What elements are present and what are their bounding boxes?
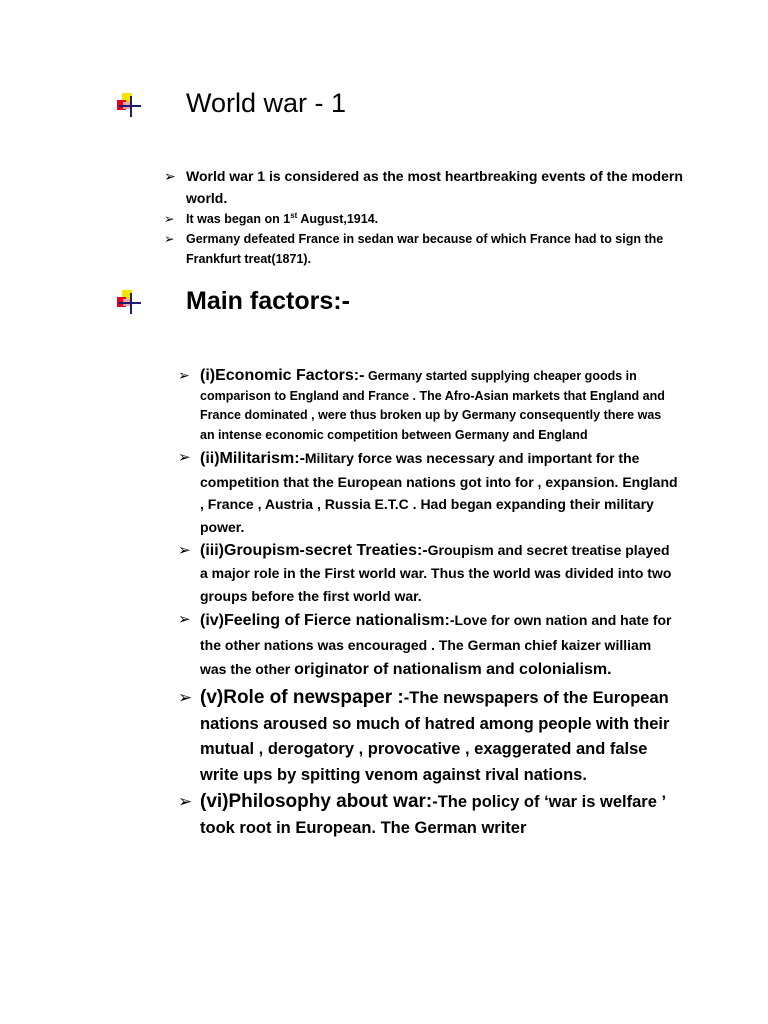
factor-title: (i)Economic Factors:- — [200, 367, 365, 384]
arrow-bullet-icon: ➢ — [178, 449, 191, 466]
list-item — [178, 608, 678, 682]
list-item — [164, 165, 684, 209]
arrow-bullet-icon: ➢ — [178, 542, 191, 560]
list-item — [178, 685, 678, 788]
factor-text: Germany started supplying cheaper goods in comparison to England and France . The Afro-Asian markets that England and France dominated , were thus broken up by Germany consequently there was an intense economic competition between Germany and England — [200, 369, 665, 442]
factor-text: originator of nationalism and colonialism. — [294, 661, 612, 679]
intro-text: August,1914. — [297, 212, 379, 226]
factors-list — [178, 366, 678, 841]
colored-square-bullet-icon — [117, 93, 143, 119]
arrow-bullet-icon: ➢ — [178, 611, 191, 629]
list-item — [178, 789, 678, 841]
factor-text: -The policy of ‘war is welfare ’ took root in European. The German writer — [200, 793, 666, 838]
arrow-bullet-icon: ➢ — [178, 688, 193, 708]
list-item — [164, 209, 684, 229]
superscript: st — [290, 210, 298, 220]
factor-title: (ii)Militarism:- — [200, 450, 305, 467]
factor-title: (iii)Groupism-secret Treaties:- — [200, 542, 428, 560]
arrow-bullet-icon: ➢ — [178, 792, 193, 812]
factor-text: -The newspapers of the European nations aroused so much of hatred among people with their mutual , derogatory , provocative , exaggerated and false write ups by spitting venom against rival nations. — [200, 689, 670, 784]
colored-square-bullet-icon — [117, 290, 143, 316]
page-title: World war - 1 — [186, 88, 347, 118]
intro-text: World war 1 is considered as the most heartbreaking events of the modern world. — [186, 168, 683, 206]
intro-list — [164, 165, 684, 269]
list-item — [178, 447, 678, 538]
factor-text: Groupism and secret treatise played a major role in the First world war. Thus the world was divided into two groups before the first world war. — [200, 542, 672, 605]
list-item — [178, 539, 678, 608]
arrow-bullet-icon: ➢ — [164, 212, 175, 226]
intro-text: It was began on 1 — [186, 212, 291, 226]
section-heading: Main factors:- — [186, 287, 350, 315]
factor-text: Military force was necessary and important for the competition that the European nations got into for , expansion. England , France , Austria , Russia E.T.C . Had began expanding their military power. — [200, 450, 678, 535]
factor-title: (iv)Feeling of Fierce nationalism: — [200, 612, 450, 630]
arrow-bullet-icon: ➢ — [164, 232, 175, 246]
arrow-bullet-icon: ➢ — [178, 367, 190, 383]
factor-text: -Love for own nation and hate for the other nations was encouraged . The German chief kaizer william was the other — [200, 612, 672, 678]
intro-text: Germany defeated France in sedan war because of which France had to sign the Frankfurt treat(1871). — [186, 232, 664, 266]
factor-title: (v)Role of newspaper : — [200, 687, 404, 709]
factor-title: (vi)Philosophy about war: — [200, 791, 433, 813]
arrow-bullet-icon: ➢ — [164, 168, 176, 184]
list-item — [164, 229, 684, 269]
list-item — [178, 366, 678, 445]
